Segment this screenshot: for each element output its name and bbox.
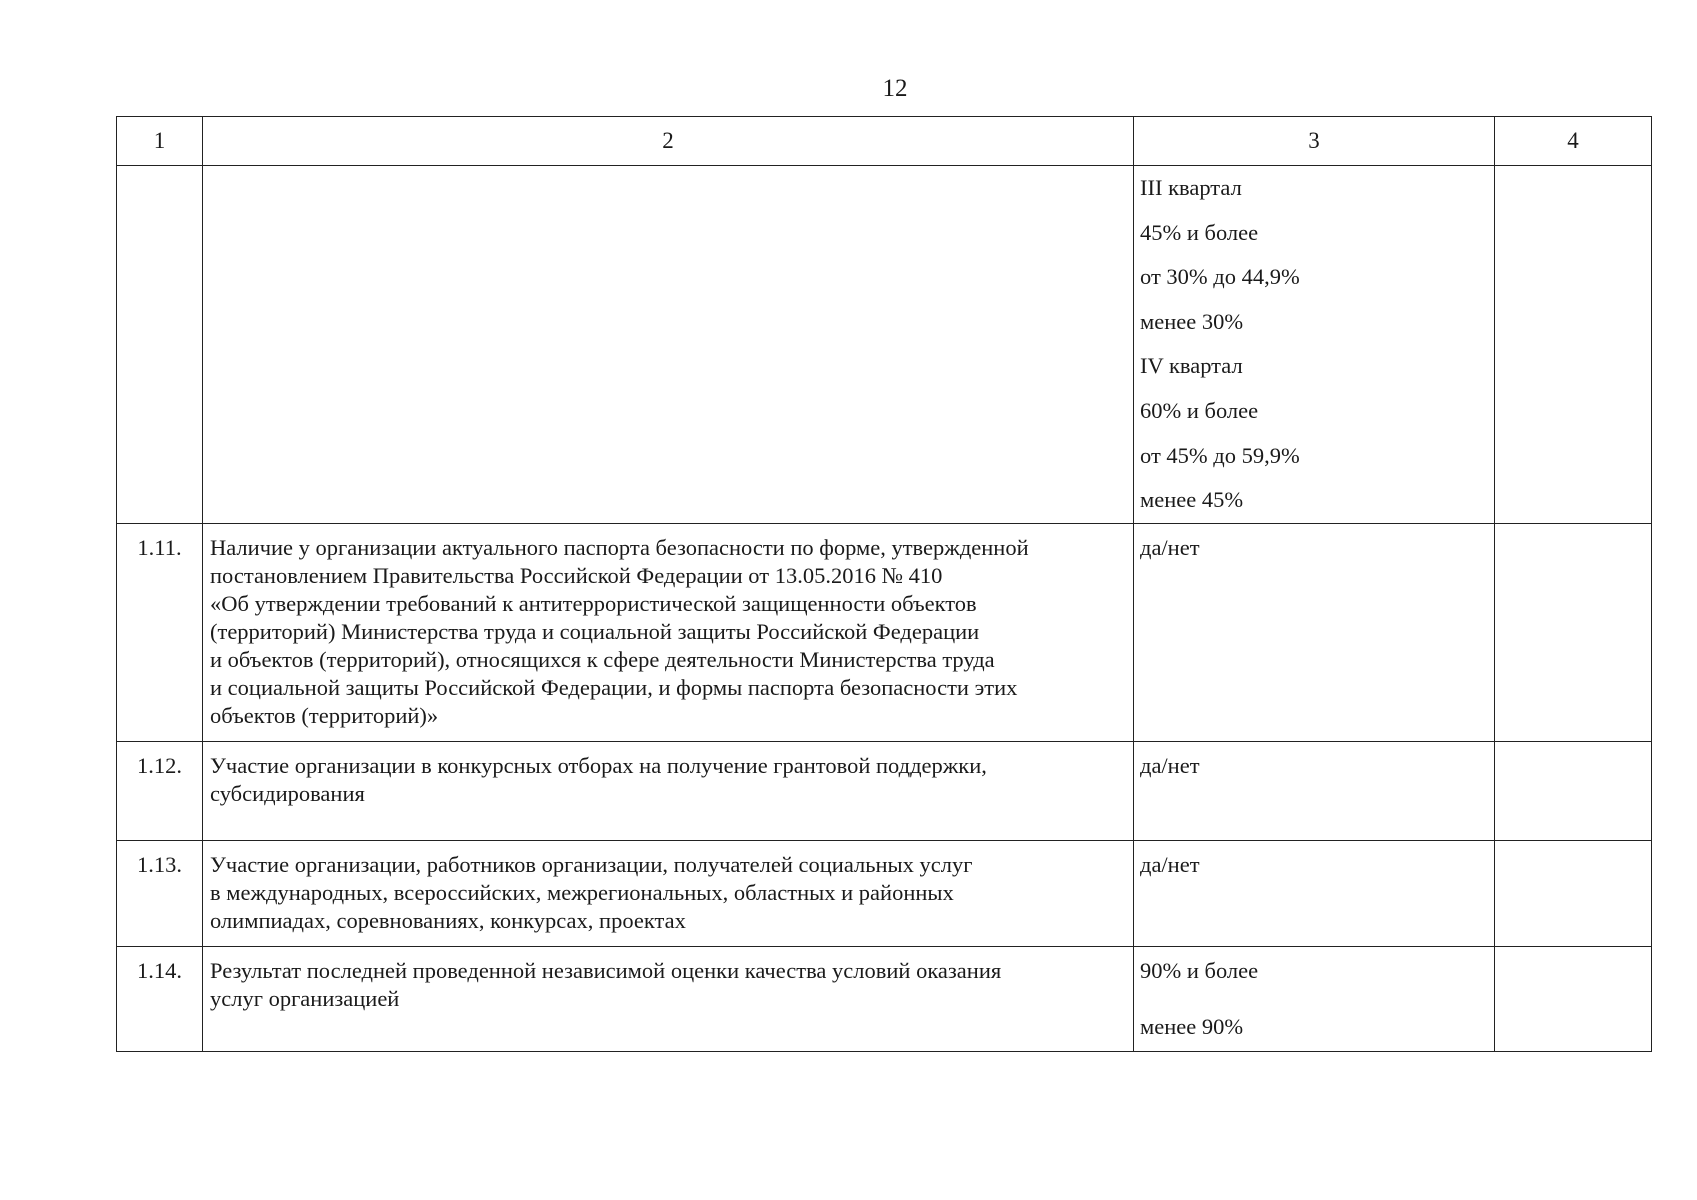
row-empty-cell bbox=[1495, 741, 1652, 840]
row-description-cell bbox=[203, 166, 1134, 524]
row-values-cell bbox=[1134, 166, 1495, 524]
header-col-3: 3 bbox=[1134, 117, 1495, 166]
value-line: 60% и более bbox=[1140, 397, 1259, 423]
row-number: 1.14. bbox=[117, 946, 203, 1051]
criteria-table bbox=[116, 116, 1652, 1052]
value-line: от 30% до 44,9% bbox=[1140, 264, 1300, 290]
value-line: от 45% до 59,9% bbox=[1140, 442, 1300, 468]
row-empty-cell bbox=[1495, 946, 1652, 1051]
header-col-4: 4 bbox=[1495, 117, 1652, 166]
value-line: III квартал bbox=[1140, 175, 1242, 200]
table-row bbox=[117, 946, 1652, 1051]
value-line: менее 45% bbox=[1140, 487, 1244, 513]
description-line: объектов (территорий)» bbox=[210, 702, 439, 728]
description-line: услуг организацией bbox=[210, 985, 400, 1011]
value-line: да/нет bbox=[1140, 752, 1200, 778]
row-number-cell bbox=[117, 166, 203, 524]
row-description bbox=[203, 523, 1134, 741]
row-number: 1.11. bbox=[117, 523, 203, 741]
description-line: Наличие у организации актуального паспорта безопасности по форме, утвержденной bbox=[210, 534, 1029, 560]
row-values-cell bbox=[1134, 840, 1495, 946]
value-line: менее 90% bbox=[1140, 1013, 1244, 1039]
description-line: «Об утверждении требований к антитеррористической защищенности объектов bbox=[210, 590, 977, 616]
table-row-continuation bbox=[117, 166, 1652, 524]
row-empty-cell bbox=[1495, 523, 1652, 741]
header-col-2: 2 bbox=[203, 117, 1134, 166]
description-line: Участие организации, работников организации, получателей социальных услуг bbox=[210, 851, 973, 877]
description-line: и объектов (территорий), относящихся к сфере деятельности Министерства труда bbox=[210, 646, 995, 672]
description-line: в международных, всероссийских, межрегиональных, областных и районных bbox=[210, 879, 954, 905]
table-row bbox=[117, 741, 1652, 840]
row-number: 1.13. bbox=[117, 840, 203, 946]
header-col-1: 1 bbox=[117, 117, 203, 166]
row-values-cell bbox=[1134, 523, 1495, 741]
row-description bbox=[203, 946, 1134, 1051]
row-values-cell bbox=[1134, 946, 1495, 1051]
description-line: (территорий) Министерства труда и социальной защиты Российской Федерации bbox=[210, 618, 980, 644]
page-number: 12 bbox=[882, 75, 908, 102]
description-line: Участие организации в конкурсных отборах на получение грантовой поддержки, bbox=[210, 752, 987, 778]
value-line: да/нет bbox=[1140, 534, 1200, 560]
description-line: постановлением Правительства Российской Федерации от 13.05.2016 № 410 bbox=[210, 562, 943, 588]
table-row bbox=[117, 523, 1652, 741]
table-row bbox=[117, 840, 1652, 946]
description-line: Результат последней проведенной независимой оценки качества условий оказания bbox=[210, 957, 1002, 983]
row-description bbox=[203, 840, 1134, 946]
value-line: IV квартал bbox=[1140, 353, 1243, 379]
row-description bbox=[203, 741, 1134, 840]
row-number: 1.12. bbox=[117, 741, 203, 840]
value-line: 90% и более bbox=[1140, 957, 1259, 983]
value-line: менее 30% bbox=[1140, 308, 1244, 334]
row-empty-cell bbox=[1495, 166, 1652, 524]
value-line: да/нет bbox=[1140, 851, 1200, 877]
description-line: олимпиадах, соревнованиях, конкурсах, проектах bbox=[210, 907, 686, 933]
table-header-row bbox=[117, 117, 1652, 166]
row-values-cell bbox=[1134, 741, 1495, 840]
description-line: и социальной защиты Российской Федерации, и формы паспорта безопасности этих bbox=[210, 674, 1018, 700]
description-line: субсидирования bbox=[210, 780, 365, 806]
value-line: 45% и более bbox=[1140, 219, 1259, 245]
row-empty-cell bbox=[1495, 840, 1652, 946]
